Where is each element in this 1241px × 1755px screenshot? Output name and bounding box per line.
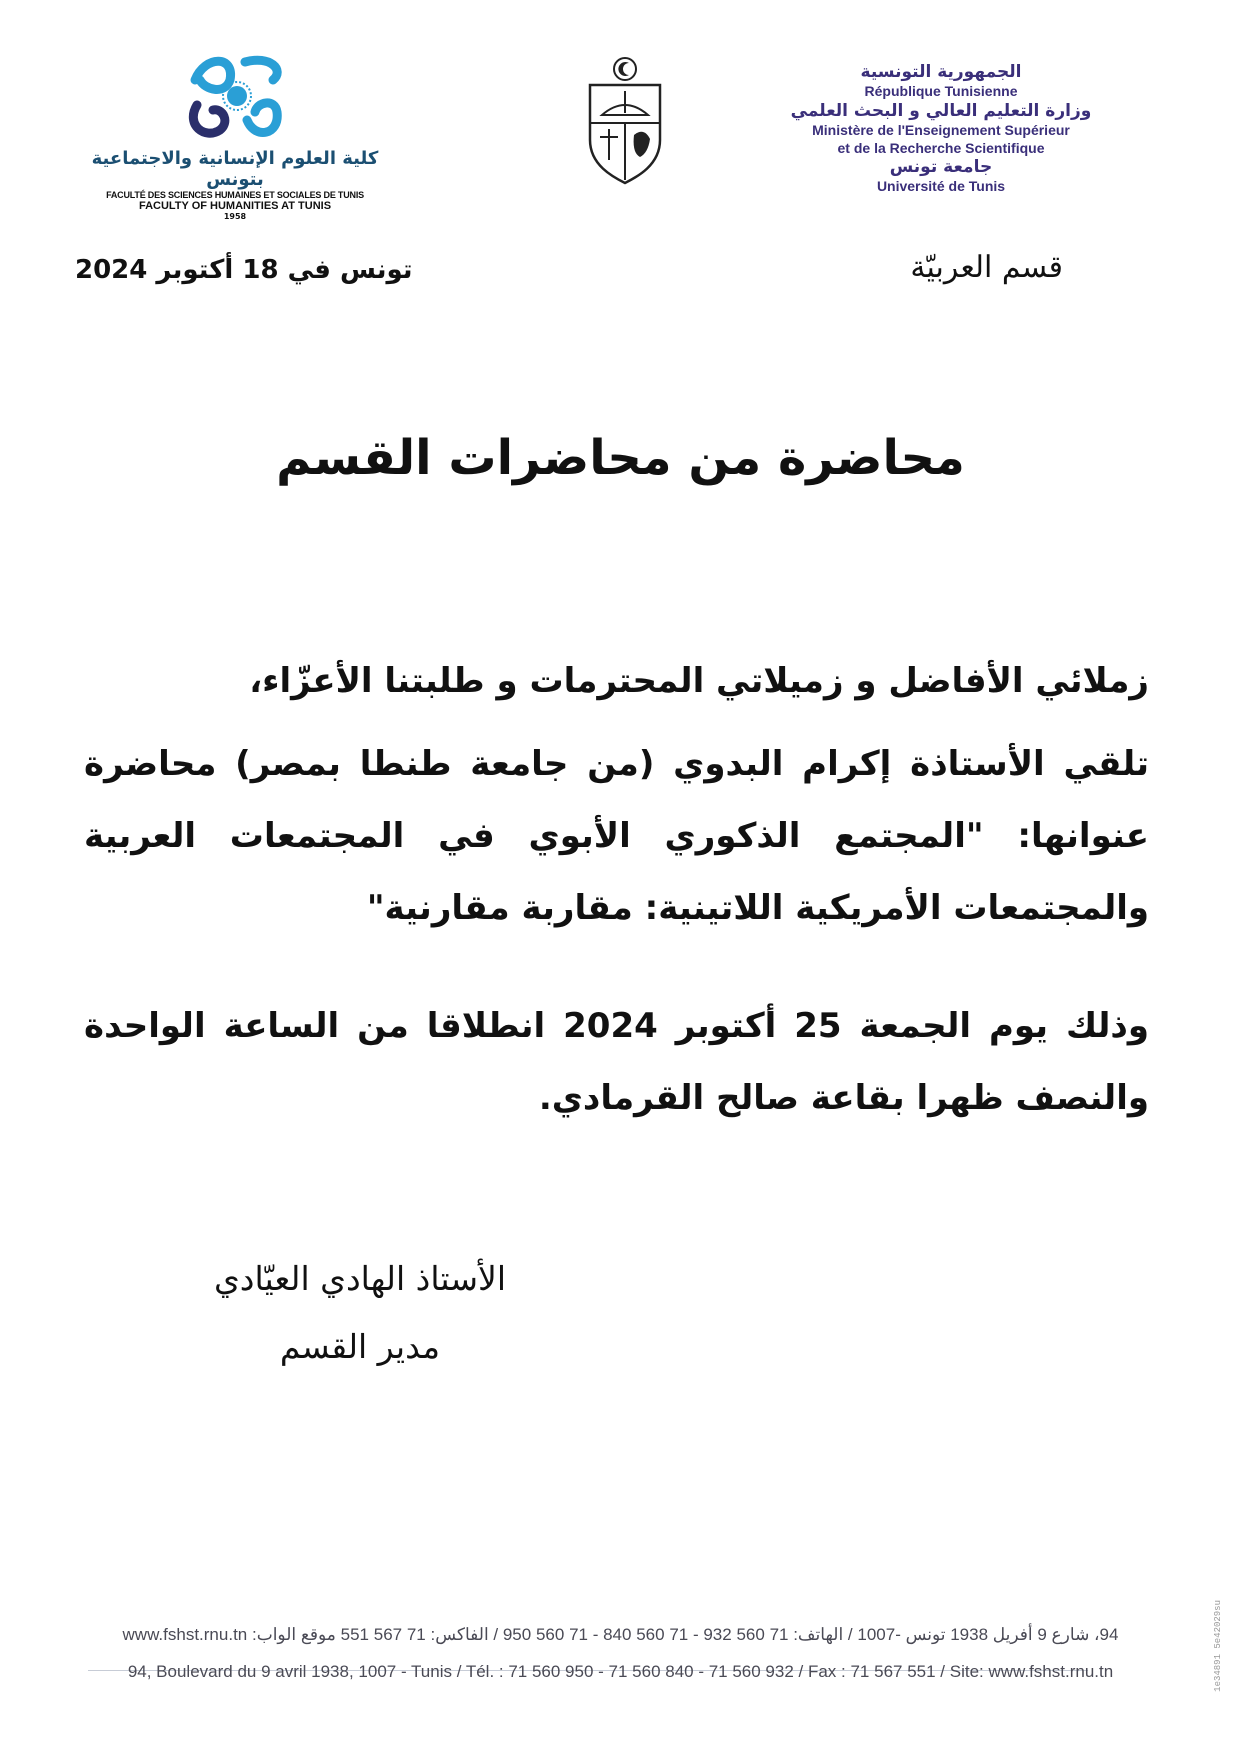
faculty-logo-icon	[175, 50, 295, 142]
ministry-line: الجمهورية التونسية	[860, 62, 1022, 82]
faculty-block	[85, 50, 385, 221]
footer-address-ar: 94، شارع 9 أفريل 1938 تونس -1007 / الهاتف: 71 560 932 - 71 560 840 - 71 560 950 / الفاكس: 71 567 551 موقع الواب: www.fshst.rnu.tn	[122, 1625, 1119, 1644]
ministry-line: et de la Recherche Scientifique	[837, 139, 1045, 156]
ministry-line: جامعة تونس	[889, 157, 993, 177]
page-title: محاضرة من محاضرات القسم	[276, 430, 965, 486]
ministry-block	[781, 62, 1101, 196]
faculty-name-fr: FACULTÉ DES SCIENCES HUMAINES ET SOCIALES DE TUNIS	[106, 190, 364, 200]
signature-block	[214, 1245, 506, 1381]
lecture-paragraph: تلقي الأستاذة إكرام البدوي (من جامعة طنطا بمصر) محاضرة عنوانها: "المجتمع الذكوري الأبوي في المجتمعات العربية والمجتمعات الأمريكية اللاتينية: مقاربة مقارنية"	[84, 744, 1149, 928]
greeting-paragraph: زملائي الأفاضل و زميلاتي المحترمات و طلبتنا الأعزّاء،	[249, 661, 1149, 701]
ministry-line: وزارة التعليم العالي و البحث العلمي	[790, 100, 1092, 121]
document-id: 1e34891 5e42029su	[1213, 1600, 1223, 1692]
faculty-name-ar: كلية العلوم الإنسانية والاجتماعية بتونس	[91, 148, 379, 190]
faculty-year: 1958	[223, 212, 247, 221]
faculty-name-en: FACULTY OF HUMANITIES AT TUNIS	[138, 200, 332, 212]
schedule-paragraph: وذلك يوم الجمعة 25 أكتوبر 2024 انطلاقا من الساعة الواحدة والنصف ظهرا بقاعة صالح القرمادي.	[84, 1006, 1149, 1118]
tunisia-coat-of-arms-icon	[582, 55, 668, 185]
ministry-line: Université de Tunis	[876, 178, 1006, 195]
ministry-line: Ministère de l'Enseignement Supérieur	[812, 122, 1070, 138]
department-name: قسم العربيّة	[910, 250, 1063, 285]
signatory-name: الأستاذ الهادي العيّادي	[213, 1259, 506, 1298]
footer-address-fr: 94, Boulevard du 9 avril 1938, 1007 - Tunis / Tél. : 71 560 950 - 71 560 840 - 71 560 932 / Fax : 71 567 551 / Site: www.fshst.rnu.tn	[127, 1662, 1114, 1681]
document-date: تونس في 18 أكتوبر 2024	[75, 255, 413, 285]
signatory-role: مدير القسم	[279, 1327, 441, 1366]
ministry-line: République Tunisienne	[864, 83, 1018, 100]
